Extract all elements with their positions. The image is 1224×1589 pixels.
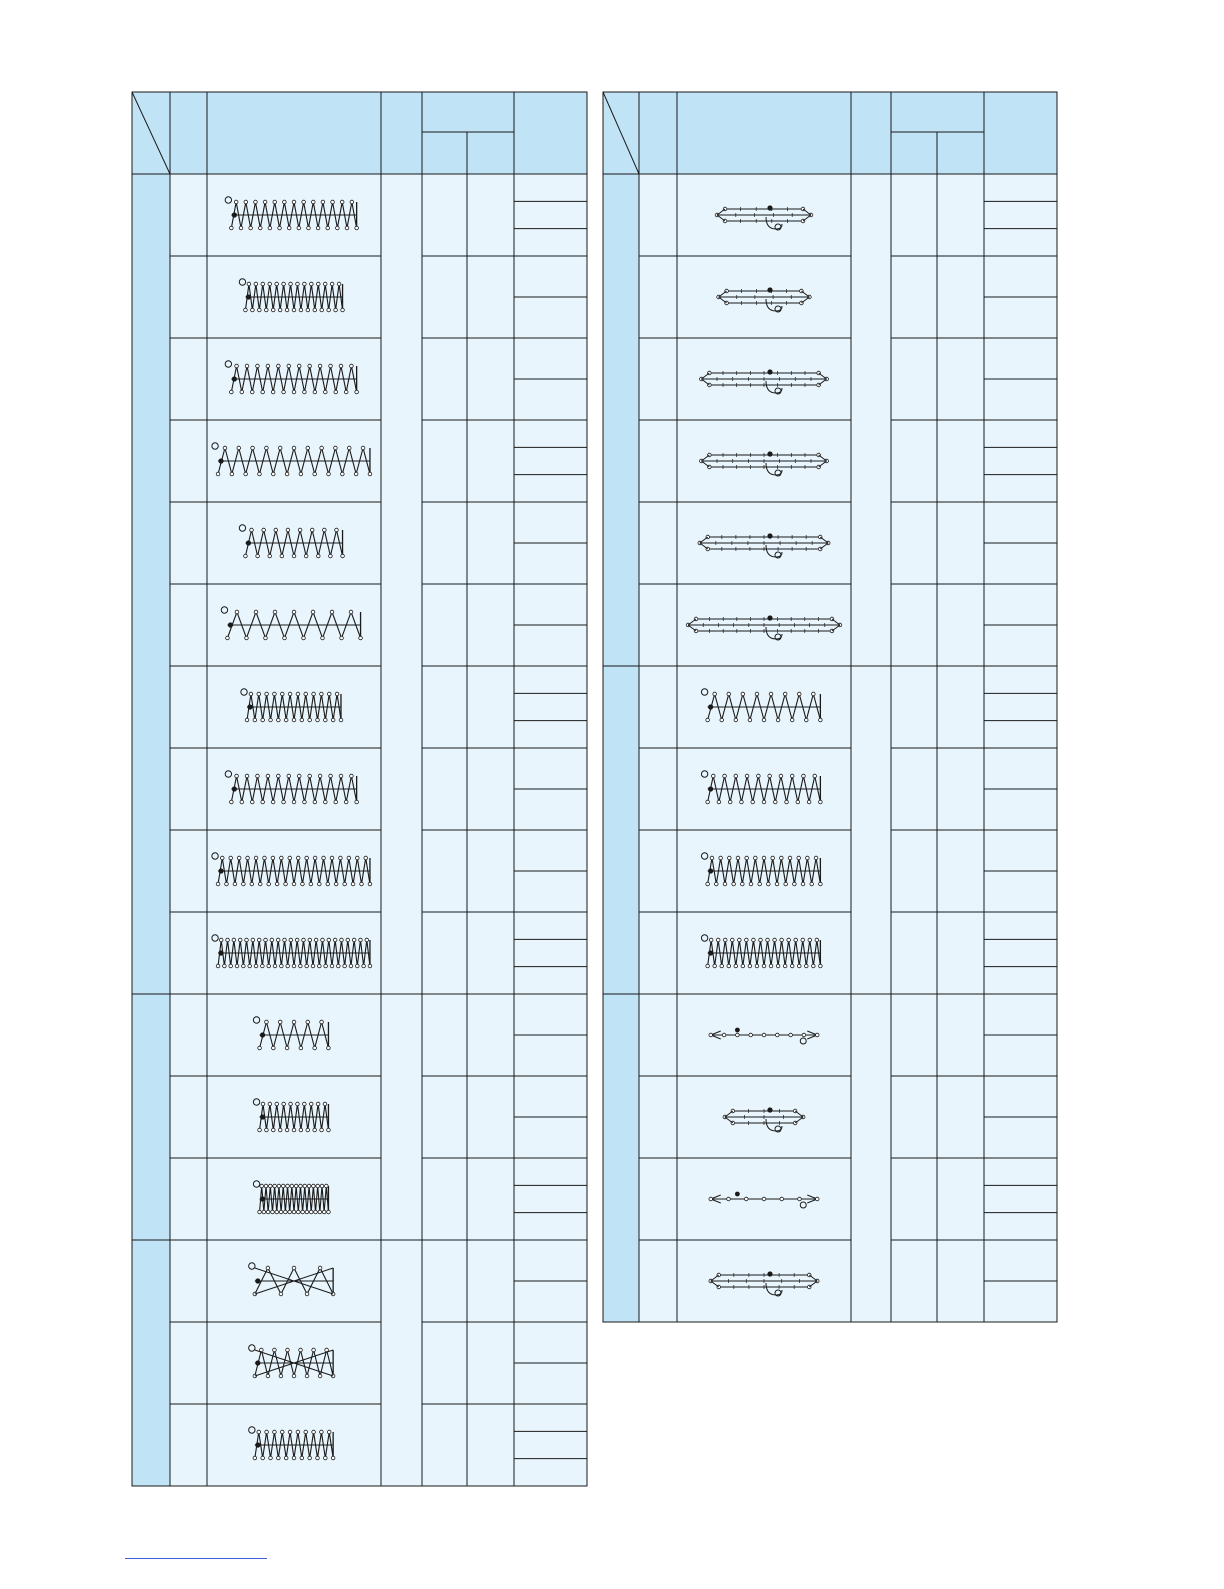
left-table <box>132 92 587 1486</box>
right-group-column <box>603 174 639 1322</box>
left-header <box>132 92 587 174</box>
left-group-column <box>132 174 170 1486</box>
right-header <box>603 92 1057 174</box>
footer-rule <box>125 1558 267 1559</box>
right-table <box>603 92 1057 1322</box>
